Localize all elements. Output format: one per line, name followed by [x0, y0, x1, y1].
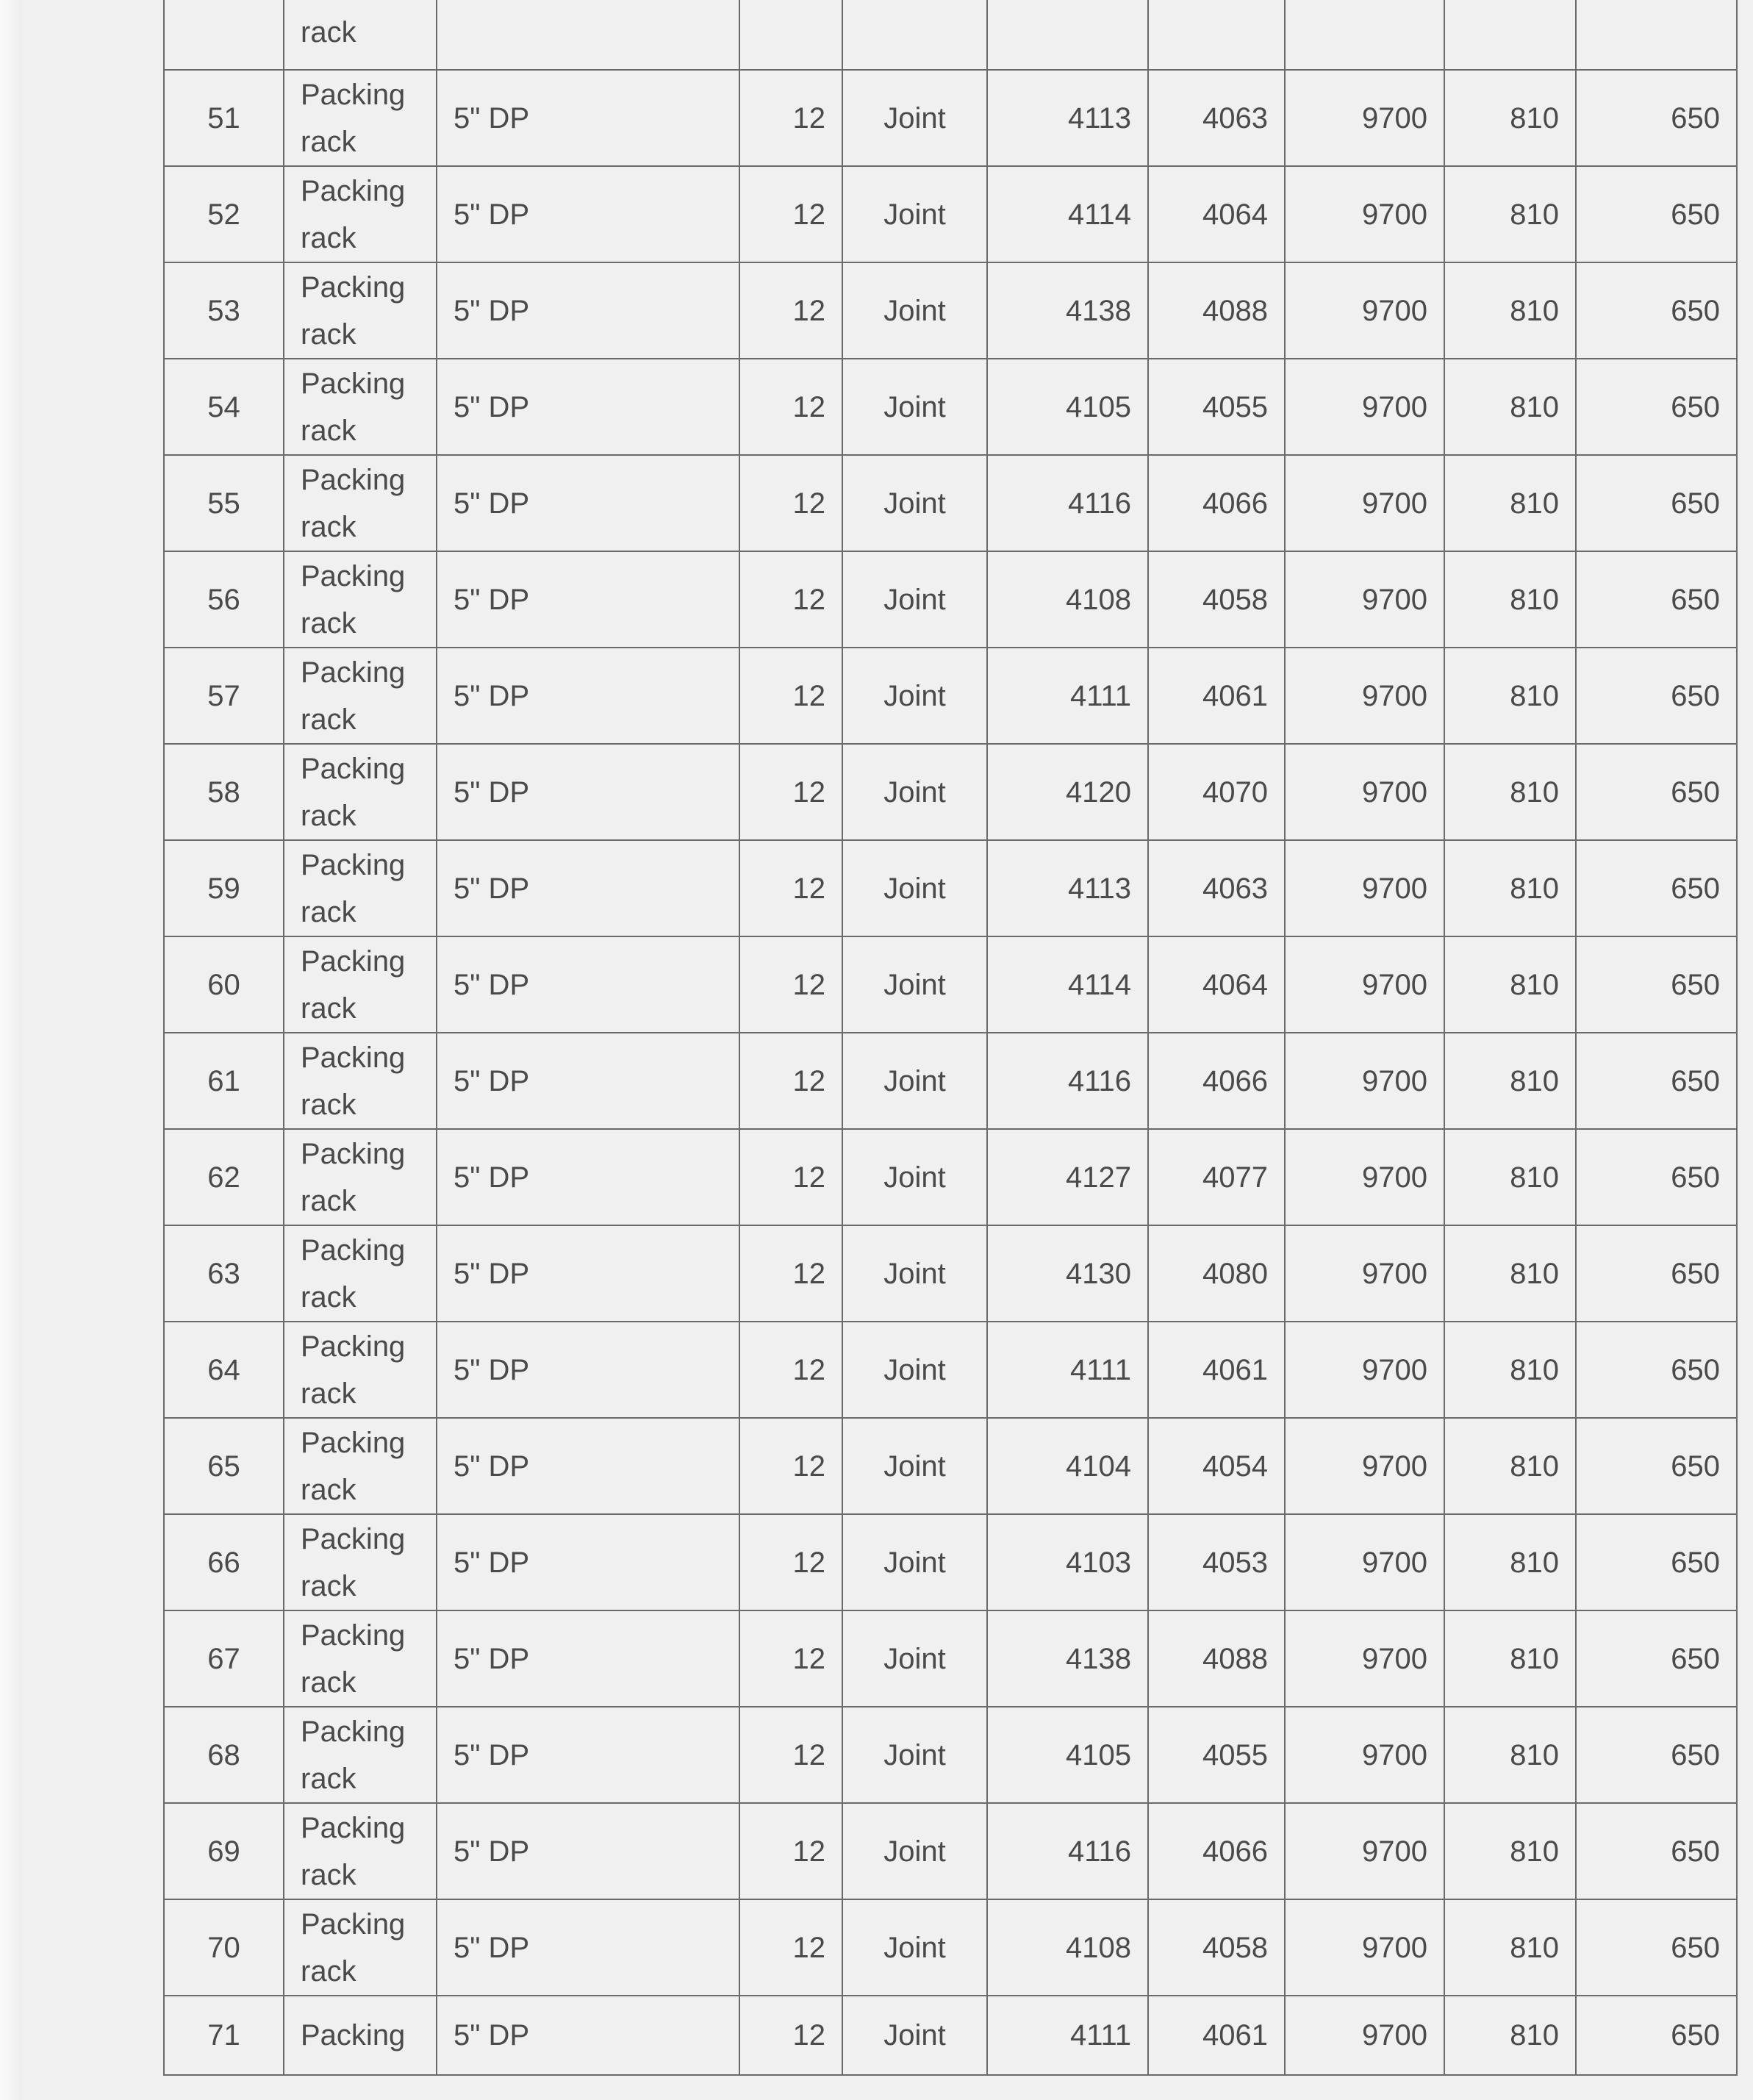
- cell-no: 53: [164, 262, 284, 359]
- cell-value-2: 4066: [1148, 455, 1285, 551]
- cell-description: 5" DP: [437, 70, 739, 166]
- cell-value-2: 4066: [1148, 1803, 1285, 1899]
- cell-value-5: 650: [1576, 551, 1737, 648]
- cell-qty: 12: [739, 1707, 842, 1803]
- cell-value-2: [1148, 0, 1285, 70]
- cell-value-2: 4064: [1148, 166, 1285, 262]
- cell-location: Packing rack: [284, 1707, 437, 1803]
- cell-value-2: 4080: [1148, 1225, 1285, 1322]
- cell-no: 68: [164, 1707, 284, 1803]
- cell-value-5: 650: [1576, 262, 1737, 359]
- cell-value-3: 9700: [1285, 1707, 1444, 1803]
- cell-description: [437, 0, 739, 70]
- cell-value-1: 4105: [987, 1707, 1148, 1803]
- cell-qty: 12: [739, 936, 842, 1033]
- cell-location: Packing rack: [284, 1899, 437, 1996]
- cell-value-3: 9700: [1285, 1899, 1444, 1996]
- cell-qty: 12: [739, 1033, 842, 1129]
- cell-value-1: 4113: [987, 70, 1148, 166]
- cell-description: 5" DP: [437, 1225, 739, 1322]
- table-body: [164, 0, 1737, 2075]
- table-row: [164, 1899, 1737, 1996]
- cell-value-4: [1444, 0, 1576, 70]
- cell-qty: 12: [739, 1996, 842, 2075]
- cell-value-4: 810: [1444, 166, 1576, 262]
- cell-value-2: 4070: [1148, 744, 1285, 840]
- cell-value-1: 4114: [987, 936, 1148, 1033]
- cell-no: 60: [164, 936, 284, 1033]
- cell-value-5: 650: [1576, 744, 1737, 840]
- table-row: [164, 1707, 1737, 1803]
- table-row: [164, 70, 1737, 166]
- cell-no: 69: [164, 1803, 284, 1899]
- cell-location: Packing rack: [284, 1803, 437, 1899]
- table-row: [164, 262, 1737, 359]
- cell-value-2: 4058: [1148, 1899, 1285, 1996]
- cell-value-1: 4111: [987, 648, 1148, 744]
- cell-unit: Joint: [842, 744, 987, 840]
- cell-location: Packing rack: [284, 1418, 437, 1514]
- cell-no: 55: [164, 455, 284, 551]
- cell-value-5: 650: [1576, 1418, 1737, 1514]
- cell-unit: Joint: [842, 70, 987, 166]
- cell-location: Packing rack: [284, 70, 437, 166]
- cell-unit: Joint: [842, 1418, 987, 1514]
- cell-description: 5" DP: [437, 1129, 739, 1225]
- cell-description: 5" DP: [437, 744, 739, 840]
- cell-value-4: 810: [1444, 744, 1576, 840]
- cell-qty: 12: [739, 744, 842, 840]
- cell-value-3: 9700: [1285, 1033, 1444, 1129]
- cell-unit: Joint: [842, 551, 987, 648]
- table-row: [164, 166, 1737, 262]
- cell-no: 56: [164, 551, 284, 648]
- cell-value-3: 9700: [1285, 1322, 1444, 1418]
- cell-value-1: 4111: [987, 1322, 1148, 1418]
- cell-unit: Joint: [842, 1514, 987, 1610]
- cell-location: Packing rack: [284, 1225, 437, 1322]
- cell-location: rack: [284, 0, 437, 70]
- cell-description: 5" DP: [437, 166, 739, 262]
- cell-description: 5" DP: [437, 359, 739, 455]
- cell-description: 5" DP: [437, 1322, 739, 1418]
- cell-value-5: 650: [1576, 1707, 1737, 1803]
- cell-qty: 12: [739, 551, 842, 648]
- cell-description: 5" DP: [437, 840, 739, 936]
- cell-value-2: 4054: [1148, 1418, 1285, 1514]
- cell-description: 5" DP: [437, 1033, 739, 1129]
- cell-value-5: 650: [1576, 455, 1737, 551]
- cell-value-5: 650: [1576, 648, 1737, 744]
- cell-value-1: 4114: [987, 166, 1148, 262]
- cell-value-2: 4064: [1148, 936, 1285, 1033]
- cell-no: 71: [164, 1996, 284, 2075]
- cell-qty: 12: [739, 166, 842, 262]
- cell-value-4: 810: [1444, 1899, 1576, 1996]
- cell-value-3: 9700: [1285, 166, 1444, 262]
- cell-value-5: 650: [1576, 1129, 1737, 1225]
- table-row: [164, 551, 1737, 648]
- cell-value-3: 9700: [1285, 70, 1444, 166]
- cell-value-4: 810: [1444, 1225, 1576, 1322]
- cell-value-4: 810: [1444, 1129, 1576, 1225]
- table-row: [164, 744, 1737, 840]
- cell-location: Packing rack: [284, 936, 437, 1033]
- cell-value-3: 9700: [1285, 1225, 1444, 1322]
- table-row: [164, 936, 1737, 1033]
- cell-qty: 12: [739, 648, 842, 744]
- cell-no: 64: [164, 1322, 284, 1418]
- cell-value-1: 4103: [987, 1514, 1148, 1610]
- cell-location: Packing rack: [284, 551, 437, 648]
- cell-value-4: 810: [1444, 359, 1576, 455]
- cell-unit: [842, 0, 987, 70]
- cell-value-2: 4055: [1148, 359, 1285, 455]
- cell-unit: Joint: [842, 166, 987, 262]
- cell-location: Packing rack: [284, 840, 437, 936]
- cell-value-2: 4061: [1148, 1996, 1285, 2075]
- cell-value-2: 4061: [1148, 648, 1285, 744]
- cell-value-1: 4113: [987, 840, 1148, 936]
- cell-description: 5" DP: [437, 1707, 739, 1803]
- cell-value-3: 9700: [1285, 1803, 1444, 1899]
- cell-location: Packing rack: [284, 1129, 437, 1225]
- cell-value-3: 9700: [1285, 359, 1444, 455]
- cell-value-4: 810: [1444, 1033, 1576, 1129]
- cell-qty: 12: [739, 1322, 842, 1418]
- cell-location: Packing rack: [284, 1033, 437, 1129]
- cell-value-5: 650: [1576, 1322, 1737, 1418]
- cell-qty: 12: [739, 1225, 842, 1322]
- cell-location: Packing rack: [284, 166, 437, 262]
- table-row: [164, 1322, 1737, 1418]
- cell-unit: Joint: [842, 1996, 987, 2075]
- cell-description: 5" DP: [437, 1418, 739, 1514]
- cell-value-3: 9700: [1285, 1996, 1444, 2075]
- cell-value-5: 650: [1576, 1514, 1737, 1610]
- cell-no: 52: [164, 166, 284, 262]
- table-row: [164, 455, 1737, 551]
- cell-unit: Joint: [842, 359, 987, 455]
- cell-value-4: 810: [1444, 936, 1576, 1033]
- cell-unit: Joint: [842, 455, 987, 551]
- cell-unit: Joint: [842, 1610, 987, 1707]
- cell-value-3: 9700: [1285, 648, 1444, 744]
- cell-value-4: 810: [1444, 455, 1576, 551]
- cell-value-1: 4138: [987, 262, 1148, 359]
- cell-value-1: 4116: [987, 455, 1148, 551]
- cell-unit: Joint: [842, 1033, 987, 1129]
- cell-value-3: 9700: [1285, 840, 1444, 936]
- cell-unit: Joint: [842, 1225, 987, 1322]
- cell-value-2: 4088: [1148, 1610, 1285, 1707]
- cell-location: Packing rack: [284, 1322, 437, 1418]
- table-row: [164, 1610, 1737, 1707]
- cell-value-5: [1576, 0, 1737, 70]
- cell-value-4: 810: [1444, 262, 1576, 359]
- cell-description: 5" DP: [437, 551, 739, 648]
- cell-value-2: 4063: [1148, 70, 1285, 166]
- cell-value-3: [1285, 0, 1444, 70]
- cell-no: 63: [164, 1225, 284, 1322]
- cell-description: 5" DP: [437, 1514, 739, 1610]
- cell-unit: Joint: [842, 648, 987, 744]
- cell-value-5: 650: [1576, 359, 1737, 455]
- cell-value-4: 810: [1444, 1418, 1576, 1514]
- cell-no: 58: [164, 744, 284, 840]
- cell-qty: 12: [739, 455, 842, 551]
- cell-unit: Joint: [842, 1322, 987, 1418]
- cell-value-1: 4111: [987, 1996, 1148, 2075]
- cell-qty: [739, 0, 842, 70]
- table-row: [164, 1514, 1737, 1610]
- cell-value-4: 810: [1444, 1803, 1576, 1899]
- cell-value-2: 4088: [1148, 262, 1285, 359]
- cell-value-3: 9700: [1285, 262, 1444, 359]
- cell-value-2: 4055: [1148, 1707, 1285, 1803]
- cell-description: 5" DP: [437, 936, 739, 1033]
- cell-value-1: 4120: [987, 744, 1148, 840]
- cell-value-4: 810: [1444, 1514, 1576, 1610]
- cell-value-4: 810: [1444, 551, 1576, 648]
- cell-value-5: 650: [1576, 1225, 1737, 1322]
- cell-value-5: 650: [1576, 166, 1737, 262]
- cell-value-5: 650: [1576, 1996, 1737, 2075]
- cell-no: 59: [164, 840, 284, 936]
- cell-value-5: 650: [1576, 70, 1737, 166]
- cell-value-5: 650: [1576, 840, 1737, 936]
- cell-value-2: 4063: [1148, 840, 1285, 936]
- cell-no: 57: [164, 648, 284, 744]
- cell-description: 5" DP: [437, 262, 739, 359]
- cell-qty: 12: [739, 70, 842, 166]
- cell-value-3: 9700: [1285, 936, 1444, 1033]
- cell-no: 62: [164, 1129, 284, 1225]
- cell-value-5: 650: [1576, 936, 1737, 1033]
- table-row: [164, 840, 1737, 936]
- cell-qty: 12: [739, 1899, 842, 1996]
- cell-qty: 12: [739, 840, 842, 936]
- cell-location: Packing: [284, 1996, 437, 2075]
- cell-unit: Joint: [842, 1803, 987, 1899]
- cell-qty: 12: [739, 1129, 842, 1225]
- cell-qty: 12: [739, 359, 842, 455]
- cell-value-5: 650: [1576, 1803, 1737, 1899]
- cell-description: 5" DP: [437, 1803, 739, 1899]
- table-row: [164, 1996, 1737, 2075]
- table-row: [164, 1129, 1737, 1225]
- cell-unit: Joint: [842, 1129, 987, 1225]
- cell-no: 66: [164, 1514, 284, 1610]
- cell-value-1: 4116: [987, 1803, 1148, 1899]
- cell-unit: Joint: [842, 262, 987, 359]
- cell-no: 61: [164, 1033, 284, 1129]
- cell-qty: 12: [739, 262, 842, 359]
- cell-location: Packing rack: [284, 262, 437, 359]
- cell-unit: Joint: [842, 1899, 987, 1996]
- cell-value-4: 810: [1444, 1610, 1576, 1707]
- cell-location: Packing rack: [284, 359, 437, 455]
- table-row: [164, 359, 1737, 455]
- cell-value-4: 810: [1444, 1322, 1576, 1418]
- cell-qty: 12: [739, 1514, 842, 1610]
- cell-no: 65: [164, 1418, 284, 1514]
- cell-value-3: 9700: [1285, 744, 1444, 840]
- cell-unit: Joint: [842, 1707, 987, 1803]
- cell-no: 51: [164, 70, 284, 166]
- cell-value-2: 4066: [1148, 1033, 1285, 1129]
- cell-value-1: 4108: [987, 1899, 1148, 1996]
- cell-value-1: 4138: [987, 1610, 1148, 1707]
- cell-value-3: 9700: [1285, 1610, 1444, 1707]
- cell-description: 5" DP: [437, 455, 739, 551]
- table-row: [164, 648, 1737, 744]
- cell-value-3: 9700: [1285, 1514, 1444, 1610]
- cell-value-1: 4116: [987, 1033, 1148, 1129]
- cell-no: 67: [164, 1610, 284, 1707]
- cell-description: 5" DP: [437, 648, 739, 744]
- cell-value-5: 650: [1576, 1610, 1737, 1707]
- page-edge-shade: [0, 0, 22, 2100]
- table-row: [164, 1033, 1737, 1129]
- cell-value-4: 810: [1444, 1996, 1576, 2075]
- cell-value-2: 4053: [1148, 1514, 1285, 1610]
- cell-value-3: 9700: [1285, 1129, 1444, 1225]
- inventory-table: [163, 0, 1738, 2076]
- cell-location: Packing rack: [284, 1514, 437, 1610]
- cell-value-5: 650: [1576, 1899, 1737, 1996]
- cell-value-2: 4077: [1148, 1129, 1285, 1225]
- cell-value-1: 4130: [987, 1225, 1148, 1322]
- cell-value-4: 810: [1444, 70, 1576, 166]
- cell-qty: 12: [739, 1610, 842, 1707]
- cell-no: [164, 0, 284, 70]
- cell-value-4: 810: [1444, 1707, 1576, 1803]
- cell-location: Packing rack: [284, 744, 437, 840]
- cell-unit: Joint: [842, 840, 987, 936]
- cell-value-1: 4108: [987, 551, 1148, 648]
- cell-value-3: 9700: [1285, 1418, 1444, 1514]
- cell-description: 5" DP: [437, 1610, 739, 1707]
- table-row: [164, 1418, 1737, 1514]
- cell-value-3: 9700: [1285, 455, 1444, 551]
- cell-qty: 12: [739, 1418, 842, 1514]
- cell-value-3: 9700: [1285, 551, 1444, 648]
- cell-no: 70: [164, 1899, 284, 1996]
- cell-value-4: 810: [1444, 648, 1576, 744]
- cell-value-1: 4127: [987, 1129, 1148, 1225]
- cell-location: Packing rack: [284, 455, 437, 551]
- table-row: [164, 1803, 1737, 1899]
- cell-description: 5" DP: [437, 1899, 739, 1996]
- table-row: [164, 1225, 1737, 1322]
- cell-no: 54: [164, 359, 284, 455]
- cell-location: Packing rack: [284, 648, 437, 744]
- cell-value-4: 810: [1444, 840, 1576, 936]
- cell-value-1: 4105: [987, 359, 1148, 455]
- cell-description: 5" DP: [437, 1996, 739, 2075]
- cell-value-5: 650: [1576, 1033, 1737, 1129]
- cell-value-1: [987, 0, 1148, 70]
- cell-value-1: 4104: [987, 1418, 1148, 1514]
- cell-value-2: 4058: [1148, 551, 1285, 648]
- cell-unit: Joint: [842, 936, 987, 1033]
- cell-value-2: 4061: [1148, 1322, 1285, 1418]
- cell-qty: 12: [739, 1803, 842, 1899]
- cell-location: Packing rack: [284, 1610, 437, 1707]
- table-row-partial: [164, 0, 1737, 70]
